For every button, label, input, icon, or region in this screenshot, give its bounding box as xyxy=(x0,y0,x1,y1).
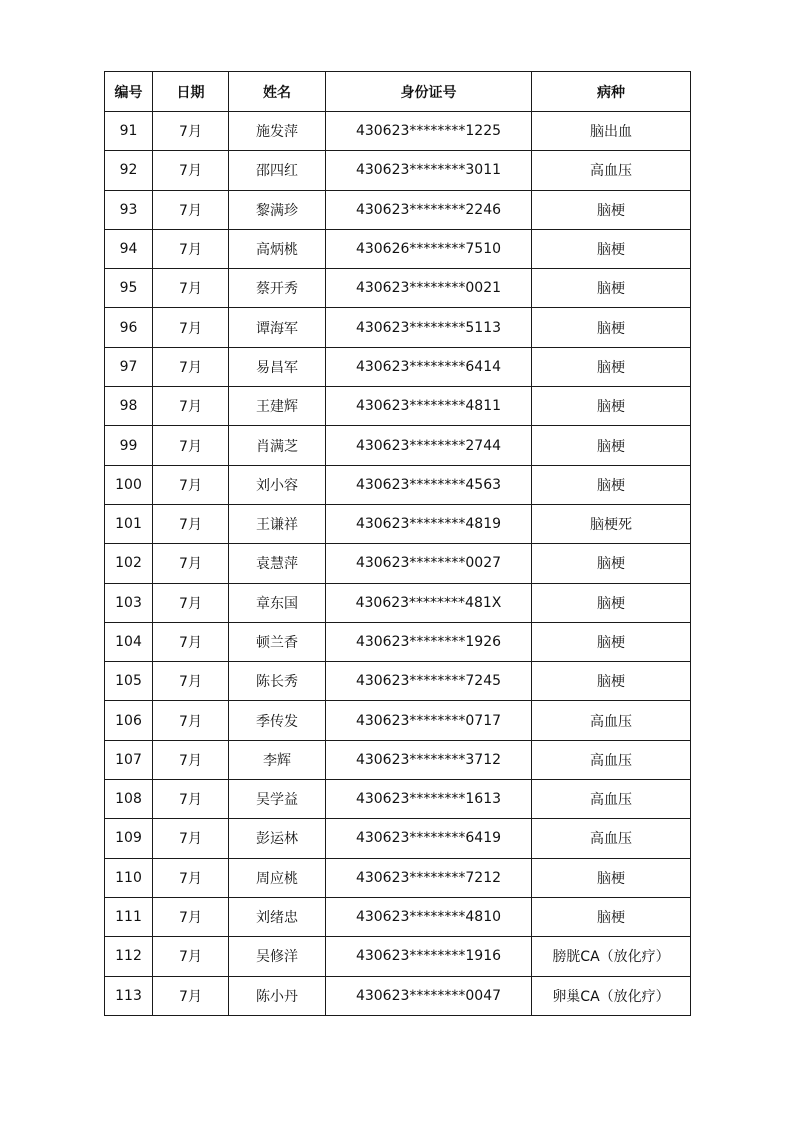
cell-number: 93 xyxy=(105,190,153,229)
cell-disease: 高血压 xyxy=(532,740,691,779)
cell-disease: 脑梗 xyxy=(532,583,691,622)
cell-name: 王谦祥 xyxy=(229,504,326,543)
cell-name: 刘绪忠 xyxy=(229,897,326,936)
cell-name: 刘小容 xyxy=(229,465,326,504)
cell-disease: 脑梗 xyxy=(532,426,691,465)
cell-number: 97 xyxy=(105,347,153,386)
header-number: 编号 xyxy=(105,72,153,112)
cell-date: 7月 xyxy=(153,780,229,819)
table-header-row xyxy=(105,72,691,112)
cell-disease: 脑梗 xyxy=(532,622,691,661)
table-row xyxy=(105,426,691,465)
cell-number: 112 xyxy=(105,937,153,976)
cell-id-number: 430626********7510 xyxy=(326,229,532,268)
cell-disease: 脑出血 xyxy=(532,112,691,151)
cell-number: 111 xyxy=(105,897,153,936)
cell-name: 邵四红 xyxy=(229,151,326,190)
cell-name: 李辉 xyxy=(229,740,326,779)
cell-number: 110 xyxy=(105,858,153,897)
cell-disease: 高血压 xyxy=(532,780,691,819)
cell-number: 107 xyxy=(105,740,153,779)
cell-id-number: 430623********1225 xyxy=(326,112,532,151)
cell-date: 7月 xyxy=(153,897,229,936)
cell-id-number: 430623********6419 xyxy=(326,819,532,858)
cell-date: 7月 xyxy=(153,387,229,426)
cell-date: 7月 xyxy=(153,858,229,897)
cell-name: 袁慧萍 xyxy=(229,544,326,583)
cell-disease: 高血压 xyxy=(532,151,691,190)
cell-id-number: 430623********0027 xyxy=(326,544,532,583)
cell-date: 7月 xyxy=(153,112,229,151)
cell-name: 陈小丹 xyxy=(229,976,326,1015)
cell-date: 7月 xyxy=(153,269,229,308)
cell-number: 113 xyxy=(105,976,153,1015)
cell-name: 黎满珍 xyxy=(229,190,326,229)
table-row xyxy=(105,897,691,936)
cell-id-number: 430623********3011 xyxy=(326,151,532,190)
table-row xyxy=(105,819,691,858)
cell-number: 100 xyxy=(105,465,153,504)
cell-number: 96 xyxy=(105,308,153,347)
header-id-number: 身份证号 xyxy=(326,72,532,112)
cell-name: 肖满芝 xyxy=(229,426,326,465)
cell-id-number: 430623********2246 xyxy=(326,190,532,229)
cell-disease: 脑梗 xyxy=(532,897,691,936)
cell-disease: 脑梗 xyxy=(532,387,691,426)
cell-date: 7月 xyxy=(153,347,229,386)
cell-id-number: 430623********4810 xyxy=(326,897,532,936)
cell-disease: 高血压 xyxy=(532,701,691,740)
header-disease: 病种 xyxy=(532,72,691,112)
cell-date: 7月 xyxy=(153,937,229,976)
cell-id-number: 430623********481X xyxy=(326,583,532,622)
table-row xyxy=(105,347,691,386)
table-row xyxy=(105,780,691,819)
table-row xyxy=(105,937,691,976)
cell-number: 105 xyxy=(105,662,153,701)
cell-number: 94 xyxy=(105,229,153,268)
cell-date: 7月 xyxy=(153,662,229,701)
cell-name: 谭海军 xyxy=(229,308,326,347)
cell-name: 高炳桃 xyxy=(229,229,326,268)
cell-date: 7月 xyxy=(153,740,229,779)
cell-disease: 膀胱CA（放化疗） xyxy=(532,937,691,976)
cell-disease: 脑梗 xyxy=(532,544,691,583)
cell-name: 吴学益 xyxy=(229,780,326,819)
cell-number: 98 xyxy=(105,387,153,426)
cell-date: 7月 xyxy=(153,976,229,1015)
cell-date: 7月 xyxy=(153,504,229,543)
cell-id-number: 430623********6414 xyxy=(326,347,532,386)
table-row xyxy=(105,662,691,701)
cell-date: 7月 xyxy=(153,465,229,504)
cell-id-number: 430623********4811 xyxy=(326,387,532,426)
cell-number: 95 xyxy=(105,269,153,308)
cell-id-number: 430623********0047 xyxy=(326,976,532,1015)
table-row xyxy=(105,740,691,779)
cell-date: 7月 xyxy=(153,583,229,622)
cell-disease: 脑梗 xyxy=(532,347,691,386)
cell-disease: 脑梗 xyxy=(532,308,691,347)
cell-number: 102 xyxy=(105,544,153,583)
cell-date: 7月 xyxy=(153,190,229,229)
cell-id-number: 430623********4819 xyxy=(326,504,532,543)
cell-date: 7月 xyxy=(153,229,229,268)
cell-date: 7月 xyxy=(153,819,229,858)
cell-disease: 脑梗 xyxy=(532,229,691,268)
cell-id-number: 430623********4563 xyxy=(326,465,532,504)
cell-id-number: 430623********5113 xyxy=(326,308,532,347)
cell-id-number: 430623********3712 xyxy=(326,740,532,779)
cell-number: 92 xyxy=(105,151,153,190)
cell-disease: 脑梗 xyxy=(532,190,691,229)
cell-id-number: 430623********0021 xyxy=(326,269,532,308)
cell-number: 109 xyxy=(105,819,153,858)
table-row xyxy=(105,465,691,504)
table-row xyxy=(105,976,691,1015)
table-row xyxy=(105,308,691,347)
cell-date: 7月 xyxy=(153,544,229,583)
cell-name: 施发萍 xyxy=(229,112,326,151)
cell-number: 101 xyxy=(105,504,153,543)
cell-name: 周应桃 xyxy=(229,858,326,897)
cell-number: 104 xyxy=(105,622,153,661)
cell-disease: 高血压 xyxy=(532,819,691,858)
cell-name: 季传发 xyxy=(229,701,326,740)
table-row xyxy=(105,387,691,426)
cell-date: 7月 xyxy=(153,701,229,740)
table-row xyxy=(105,583,691,622)
cell-id-number: 430623********7212 xyxy=(326,858,532,897)
cell-id-number: 430623********7245 xyxy=(326,662,532,701)
cell-id-number: 430623********1916 xyxy=(326,937,532,976)
cell-number: 103 xyxy=(105,583,153,622)
cell-number: 99 xyxy=(105,426,153,465)
table-row xyxy=(105,504,691,543)
table-row xyxy=(105,151,691,190)
table-row xyxy=(105,622,691,661)
header-name: 姓名 xyxy=(229,72,326,112)
cell-date: 7月 xyxy=(153,622,229,661)
cell-date: 7月 xyxy=(153,426,229,465)
cell-number: 108 xyxy=(105,780,153,819)
table-row xyxy=(105,190,691,229)
cell-name: 顿兰香 xyxy=(229,622,326,661)
cell-disease: 脑梗 xyxy=(532,662,691,701)
table-row xyxy=(105,701,691,740)
cell-disease: 脑梗 xyxy=(532,465,691,504)
cell-id-number: 430623********0717 xyxy=(326,701,532,740)
cell-id-number: 430623********2744 xyxy=(326,426,532,465)
table-body xyxy=(105,112,691,1016)
table-row xyxy=(105,112,691,151)
table-row xyxy=(105,544,691,583)
cell-id-number: 430623********1613 xyxy=(326,780,532,819)
table-row xyxy=(105,229,691,268)
cell-number: 91 xyxy=(105,112,153,151)
table-row xyxy=(105,858,691,897)
patient-records-table xyxy=(104,71,691,1016)
cell-name: 蔡开秀 xyxy=(229,269,326,308)
cell-number: 106 xyxy=(105,701,153,740)
cell-disease: 脑梗 xyxy=(532,858,691,897)
header-date: 日期 xyxy=(153,72,229,112)
cell-disease: 脑梗死 xyxy=(532,504,691,543)
cell-name: 章东国 xyxy=(229,583,326,622)
cell-date: 7月 xyxy=(153,308,229,347)
cell-date: 7月 xyxy=(153,151,229,190)
cell-id-number: 430623********1926 xyxy=(326,622,532,661)
cell-disease: 脑梗 xyxy=(532,269,691,308)
cell-disease: 卵巢CA（放化疗） xyxy=(532,976,691,1015)
cell-name: 易昌军 xyxy=(229,347,326,386)
cell-name: 彭运林 xyxy=(229,819,326,858)
cell-name: 王建辉 xyxy=(229,387,326,426)
cell-name: 吴修洋 xyxy=(229,937,326,976)
table-row xyxy=(105,269,691,308)
cell-name: 陈长秀 xyxy=(229,662,326,701)
